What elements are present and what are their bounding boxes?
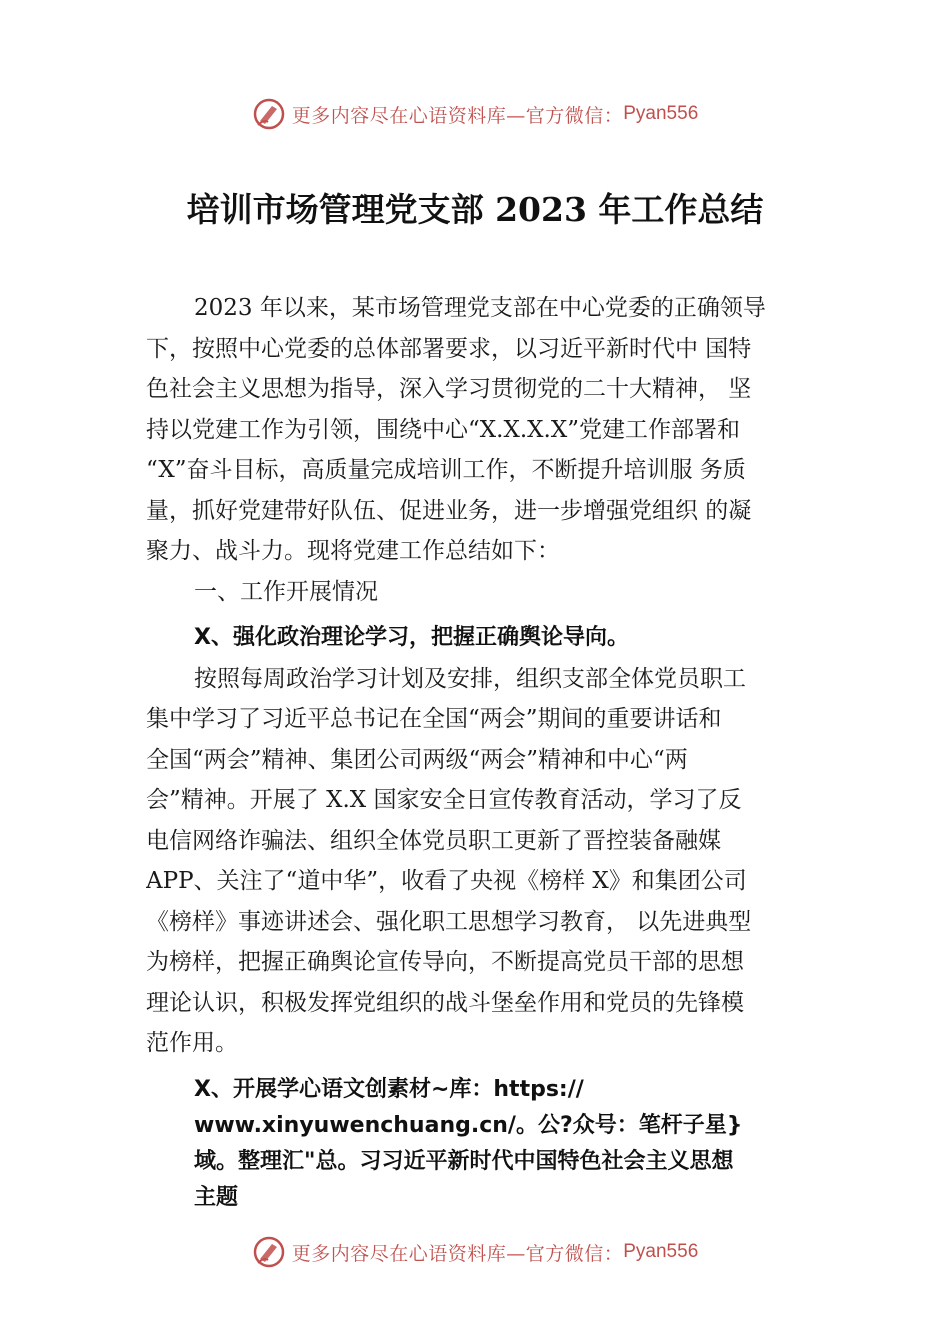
watermark-text: 更多内容尽在心语资料库—官方微信：: [291, 1242, 624, 1265]
brand-logo-icon: [252, 97, 286, 131]
text-line: “X”奋斗目标，高质量完成培训工作，不断提升培训服 务质: [146, 457, 746, 483]
text-line: 2023 年以来，某市场管理党支部在中心党委的正确领导: [194, 295, 766, 321]
text-line: 全国“两会”精神、集团公司两级“两会”精神和中心“两: [146, 746, 688, 773]
text-line: 集中学习了习近平总书记在全国“两会”期间的重要讲话和: [146, 706, 722, 732]
watermark-text: 更多内容尽在心语资料库—官方微信：: [291, 104, 624, 127]
watermark-wechat-id: Pyan556: [623, 103, 699, 124]
document-title: 培训市场管理党支部 2023 年工作总结: [186, 190, 764, 229]
watermark-wechat-id: Pyan556: [623, 1241, 699, 1262]
text-line: 会”精神。开展了 X.X 国家安全日宣传教育活动，学习了反: [146, 787, 742, 813]
text-line: APP、关注了“道中华”，收看了央视《榜样 X》和集团公司: [146, 868, 747, 894]
text-line: 为榜样，把握正确舆论宣传导向，不断提高党员干部的思想: [146, 949, 744, 975]
document-body: [146, 288, 834, 1216]
text-line: 理论认识，积极发挥党组织的战斗堡垒作用和党员的先锋模: [146, 989, 744, 1016]
text-line: 持以党建工作为引领，围绕中心“X.X.X.X”党建工作部署和: [146, 416, 740, 443]
footer-watermark: [0, 1232, 950, 1272]
text-line: 下，按照中心党委的总体部署要求，以习近平新时代中 国特: [146, 335, 752, 362]
heading-line: X、开展学心语文创素材~库：https://: [194, 1076, 584, 1102]
heading-line: 域。整理汇"总。习习近平新时代中国特色社会主义思想: [194, 1148, 734, 1174]
subsection-heading: X、强化政治理论学习，把握正确舆论导向。: [194, 625, 629, 650]
text-line: 量，抓好党建带好队伍、促进业务，进一步增强党组织 的凝: [146, 497, 752, 524]
text-line: 按照每周政治学习计划及安排，组织支部全体党员职工: [194, 665, 746, 692]
text-line: 《榜样》事迹讲述会、强化职工思想学习教育， 以先进典型: [146, 908, 752, 935]
header-watermark: [0, 94, 950, 134]
heading-line: www.xinyuwenchuang.cn/。公?众号：笔杆子星}: [194, 1112, 743, 1138]
brand-logo-icon: [252, 1235, 286, 1269]
subsection-heading-2: [0, 1072, 906, 1216]
text-line: 电信网络诈骗法、组织全体党员职工更新了晋控装备融媒: [146, 827, 721, 854]
heading-line: 主题: [194, 1184, 239, 1210]
section-heading: 一、工作开展情况: [194, 578, 378, 605]
intro-paragraph: [146, 288, 834, 572]
body-paragraph: [146, 659, 834, 1064]
text-line: 范作用。: [146, 1030, 238, 1056]
text-line: 色社会主义思想为指导，深入学习贯彻党的二十大精神， 坚: [146, 376, 752, 402]
text-line: 聚力、战斗力。现将党建工作总结如下：: [146, 538, 560, 564]
